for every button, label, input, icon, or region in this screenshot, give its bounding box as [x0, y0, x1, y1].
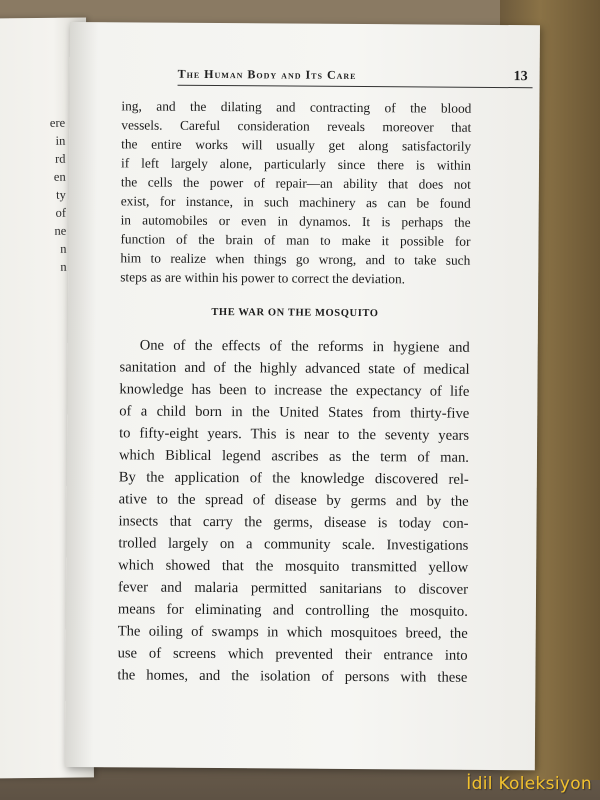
- left-line: ere: [49, 115, 66, 130]
- text-line: means for eliminating and controlling the mosquito.: [117, 601, 468, 620]
- left-line: rd: [55, 151, 66, 166]
- running-head-title: The Human Body and Its Care: [177, 66, 357, 83]
- text-line: One of the effects of the reforms in hygiene and: [139, 337, 470, 356]
- text-line: The oiling of swamps in which mosquitoes breed, the: [117, 623, 468, 642]
- text-line: in automobiles or even in dynamos. It is perhaps the: [120, 212, 471, 230]
- text-line: exist, for instance, in such machinery as can be found: [120, 193, 471, 211]
- text-line: which showed that the mosquito transmitted yellow: [118, 557, 469, 576]
- text-line: By the application of the knowledge discovered rel-: [118, 469, 469, 488]
- text-line: fever and malaria permitted sanitarians to discover: [117, 579, 469, 598]
- text-line: insects that carry the germs, disease is today con-: [118, 513, 469, 532]
- text-line: sanitation and of the highly advanced state of medical: [119, 359, 470, 378]
- text-line: of a child born in the United States from thirty-five: [119, 403, 470, 422]
- text-line: vessels. Careful consideration reveals moreover that: [121, 117, 472, 135]
- watermark: İdil Koleksiyon: [466, 774, 592, 794]
- left-line: of: [55, 205, 67, 220]
- left-line: ne: [54, 223, 67, 238]
- text-line: which Biblical legend ascribes as the term of man.: [118, 447, 470, 466]
- running-head: [178, 67, 528, 85]
- text-line: him to realize when things go wrong, and to take such: [120, 250, 471, 268]
- body-text: [120, 96, 472, 333]
- text-line: use of screens which prevented their entrance into: [117, 645, 468, 664]
- text-line: the entire works will usually get along satisfactorily: [121, 136, 472, 154]
- text-line: ative to the spread of disease by germs and by the: [118, 491, 469, 510]
- text-line: trolled largely on a community scale. Investigations: [118, 535, 469, 554]
- paragraph-1: [120, 96, 471, 288]
- left-line: en: [53, 169, 66, 184]
- text-line: to fifty-eight years. This is near to the seventy years: [119, 425, 470, 444]
- text-line: knowledge has been to increase the expectancy of life: [119, 381, 470, 400]
- text-line: if left largely alone, particularly since there is within: [120, 155, 472, 173]
- left-line: n: [60, 259, 67, 274]
- paragraph-2: [117, 334, 469, 688]
- text-line: steps as are within his power to correct the deviation.: [120, 269, 406, 287]
- text-line: function of the brain of man to make it possible for: [120, 231, 471, 249]
- left-line: n: [60, 241, 67, 256]
- left-line: in: [55, 133, 66, 148]
- text-line: ing, and the dilating and contracting of the blood: [121, 98, 472, 116]
- header-rule: [178, 85, 533, 88]
- section-heading: THE WAR ON THE MOSQUITO: [211, 306, 379, 320]
- book-page: [65, 22, 540, 770]
- left-line: ty: [56, 187, 66, 202]
- text-line: the homes, and the isolation of persons with these: [117, 667, 468, 686]
- page-number: 13: [513, 69, 528, 85]
- body-text-lower: [117, 334, 469, 688]
- text-line: the cells the power of repair—an ability that does not: [120, 174, 471, 192]
